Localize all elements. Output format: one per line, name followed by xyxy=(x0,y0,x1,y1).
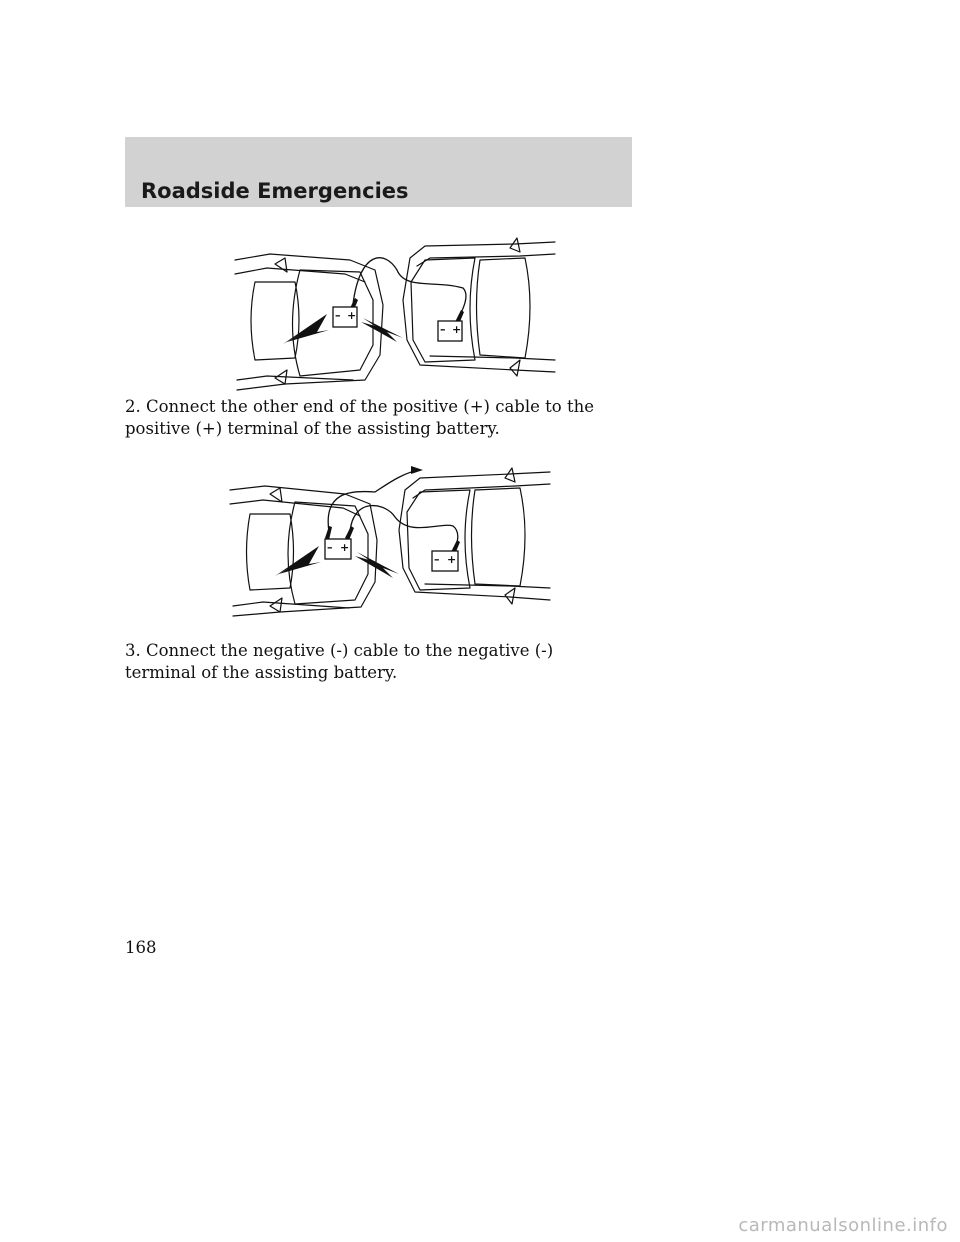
section-title: Roadside Emergencies xyxy=(141,179,409,203)
battery-positive-terminal: + xyxy=(447,553,457,566)
battery-negative-terminal: – xyxy=(434,553,440,566)
spark-icon-left xyxy=(275,546,321,576)
battery-negative-terminal: – xyxy=(327,541,333,554)
battery-positive-terminal: + xyxy=(347,309,357,322)
two-cars-two-cables-illustration xyxy=(225,462,565,622)
battery-negative-terminal: – xyxy=(440,323,446,336)
two-cars-jumper-illustration xyxy=(225,230,565,395)
disabled-battery-icon xyxy=(325,539,351,559)
battery-negative-terminal: – xyxy=(335,309,341,322)
jump-start-figure-step-2 xyxy=(225,462,565,622)
assisting-car-icon xyxy=(399,468,550,604)
battery-positive-terminal: + xyxy=(340,541,350,554)
section-header-band xyxy=(125,137,632,207)
page-number: 168 xyxy=(125,938,157,957)
step-3-instruction: 3. Connect the negative (-) cable to the negative (-) terminal of the assisting battery. xyxy=(125,641,554,682)
jump-start-figure-step-1 xyxy=(225,230,565,395)
step-2-instruction: 2. Connect the other end of the positive (+) cable to the positive (+) terminal of the assisting battery. xyxy=(125,397,594,438)
disabled-battery-icon xyxy=(333,307,357,327)
disabled-car-icon xyxy=(230,486,377,616)
assisting-battery-icon xyxy=(432,551,458,571)
spark-icon-right xyxy=(355,552,399,578)
assisting-car-icon xyxy=(403,238,555,376)
watermark: carmanualsonline.info xyxy=(738,1215,948,1236)
spark-icon-left xyxy=(283,314,329,344)
assisting-battery-icon xyxy=(438,321,462,341)
battery-positive-terminal: + xyxy=(452,323,462,336)
